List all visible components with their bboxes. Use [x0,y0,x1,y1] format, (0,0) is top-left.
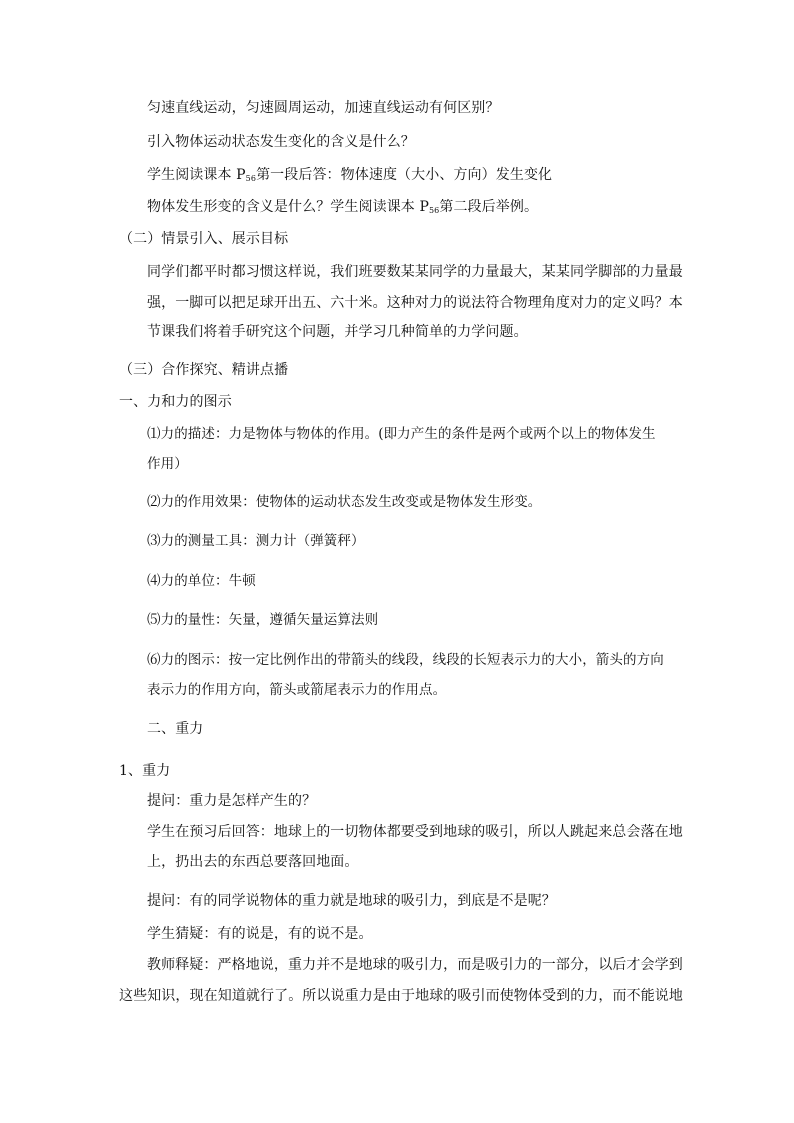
question-prefix: 物体发生形变的含义是什么？学生阅读课本 P [147,199,429,215]
section-heading-gravity: 二、重力 [147,721,204,737]
subheading-gravity: 1、重力 [119,763,171,779]
intro-question-motion-types: 匀速直线运动，匀速圆周运动，加速直线运动有何区别？ [147,100,500,116]
gravity-teacher-explanation-line-1: 教师释疑：严格地说，重力并不是地球的吸引力，而是吸引力的一部分，以后才会学到 [147,957,683,973]
subheading-force-diagram: 一、力和力的图示 [119,394,232,410]
gravity-question-2: 提问：有的同学说物体的重力就是地球的吸引力，到底是不是呢？ [147,893,556,909]
section-heading-scenario: （二）情景引入、展示目标 [119,231,289,247]
intro-answer-velocity-change [147,165,552,185]
page-number-subscript: 56 [428,206,440,215]
force-diagram-line-2: 表示力的作用方向，箭头或箭尾表示力的作用点。 [147,682,447,698]
gravity-teacher-explanation-line-2: 这些知识，现在知道就行了。所以说重力是由于地球的吸引而使物体受到的力，而不能说地 [119,988,683,1004]
force-measuring-tool-item: ⑶力的测量工具：测力计（弹簧秤） [147,533,365,549]
question-suffix: 第二段后举例。 [439,199,539,215]
answer-suffix: 第一段后答：物体速度（大小、方向）发生变化 [256,167,553,183]
answer-prefix: 学生阅读课本 P [147,167,246,183]
force-diagram-line-1: ⑹力的图示：按一定比例作出的带箭头的线段，线段的长短表示力的大小，箭头的方向 [147,652,664,668]
scenario-paragraph-line-3: 节课我们将着手研究这个问题，并学习几种简单的力学问题。 [147,324,528,340]
scenario-paragraph-line-2: 强，一脚可以把足球开出五、六十米。这种对力的说法符合物理角度对力的定义吗？本 [147,295,683,311]
gravity-student-guess: 学生猜疑：有的说是，有的说不是。 [147,926,373,942]
force-description-line-1: ⑴力的描述：力是物体与物体的作用。(即力产生的条件是两个或两个以上的物体发生 [147,426,656,442]
gravity-question-1: 提问：重力是怎样产生的？ [147,793,317,809]
scenario-paragraph-line-1: 同学们都平时都习惯这样说，我们班要数某某同学的力量最大，某某同学脚部的力量最 [147,264,683,280]
force-vector-item: ⑸力的量性：矢量，遵循矢量运算法则 [147,612,379,628]
section-heading-inquiry: （三）合作探究、精讲点播 [119,362,289,378]
force-description-line-2: 作用） [147,456,188,472]
intro-question-deformation [147,197,538,217]
force-effect-item: ⑵力的作用效果：使物体的运动状态发生改变或是物体发生形变。 [147,494,542,510]
gravity-answer-line-1: 学生在预习后回答：地球上的一切物体都要受到地球的吸引，所以人跳起来总会落在地 [147,824,683,840]
intro-question-state-change: 引入物体运动状态发生变化的含义是什么？ [147,134,415,150]
force-unit-item: ⑷力的单位：牛顿 [147,573,256,589]
gravity-answer-line-2: 上，扔出去的东西总要落回地面。 [147,854,359,870]
page-number-subscript: 56 [245,174,257,183]
